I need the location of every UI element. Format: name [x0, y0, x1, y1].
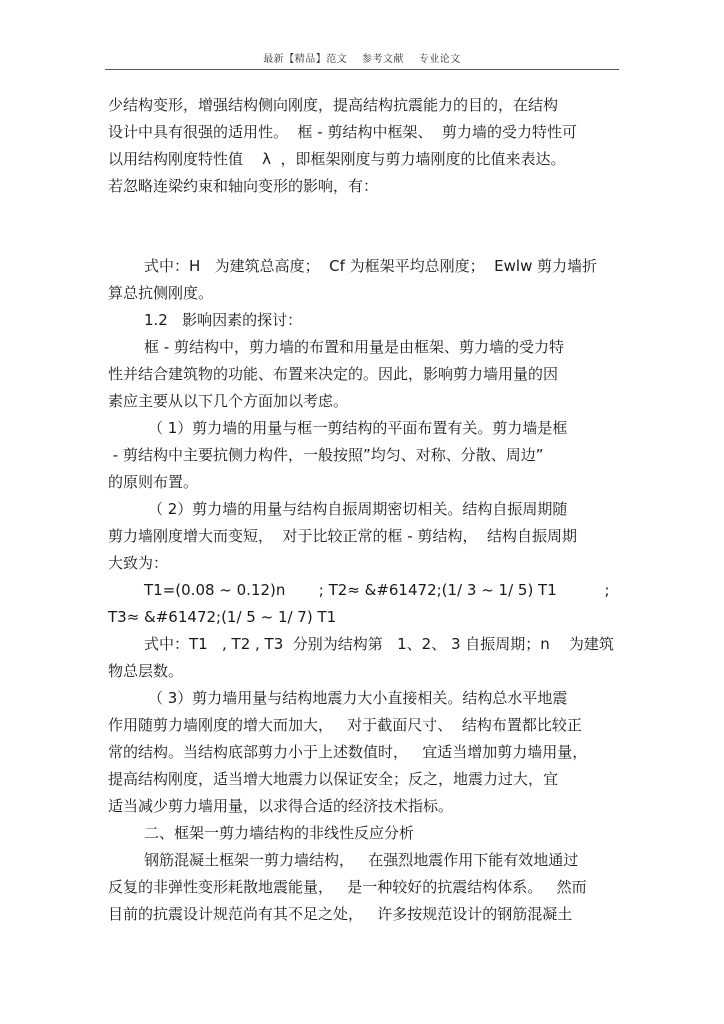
header-divider [105, 69, 619, 70]
body-line: 算总抗侧刚度。 [108, 284, 214, 302]
body-line: 反复的非弹性变形耗散地震能量， 是一种较好的抗震结构体系。 然而 [108, 878, 587, 896]
body-line: 提高结构刚度，适当增大地震力以保证安全；反之，地震力过大，宜 [108, 770, 559, 788]
body-line: 作用随剪力墙刚度的增大而加大， 对于截面尺寸、 结构布置都比较正 [108, 716, 582, 734]
section-heading: 1.2 影响因素的探讨： [144, 311, 303, 329]
body-line: 钢筋混凝土框架一剪力墙结构， 在强烈地震作用下能有效地通过 [144, 851, 579, 869]
page-header: 最新【精品】范文 参考文献 专业论文 [263, 54, 461, 65]
body-line: 物总层数。 [108, 662, 184, 680]
body-line: 性并结合建筑物的功能、布置来决定的。因此，影响剪力墙用量的因 [108, 365, 559, 383]
body-line: 常的结构。当结构底部剪力小于上述数值时， 宜适当增加剪力墙用量， [108, 743, 588, 761]
body-line: 适当减少剪力墙用量，以求得合适的经济技术指标。 [108, 797, 454, 815]
body-line: （ 1）剪力墙的用量与框一剪结构的平面布置有关。剪力墙是框 [148, 419, 568, 437]
formula-line: T1=(0.08 ~ 0.12)n ; T2≈ &#61472;(1/ 3 ~ 1/ 5) T1 ; [144, 581, 610, 599]
body-line: 剪力墙刚度增大而变短， 对于比较正常的框 - 剪结构， 结构自振周期 [108, 527, 578, 545]
body-line: 少结构变形，增强结构侧向刚度，提高结构抗震能力的目的，在结构 [108, 96, 559, 114]
body-line: 素应主要从以下几个方面加以考虑。 [108, 392, 349, 410]
body-line: 式中：T1 , T2 , T3 分别为结构第 1、2、 3 自振周期；n 为建筑 [144, 635, 614, 653]
body-line: 式中：H 为建筑总高度； Cf 为框架平均总刚度； Ewlw 剪力墙折 [144, 257, 598, 275]
body-line: - 剪结构中主要抗侧力构件，一般按照”均匀、对称、分散、周边” [108, 446, 544, 464]
body-line: 的原则布置。 [108, 473, 199, 491]
formula-line: T3≈ &#61472;(1/ 5 ~ 1/ 7) T1 [108, 608, 337, 626]
body-line: 以用结构刚度特性值 λ ，即框架刚度与剪力墙刚度的比值来表达。 [108, 150, 566, 168]
body-line: （ 3）剪力墙用量与结构地震力大小直接相关。结构总水平地震 [148, 689, 568, 707]
body-line: 框 - 剪结构中，剪力墙的布置和用量是由框架、剪力墙的受力特 [144, 338, 564, 356]
body-line: 若忽略连梁约束和轴向变形的影响，有： [108, 177, 379, 195]
body-line: 目前的抗震设计规范尚有其不足之处， 许多按规范设计的钢筋混凝土 [108, 905, 573, 923]
body-line: 设计中具有很强的适用性。 框 - 剪结构中框架、 剪力墙的受力特性可 [108, 123, 578, 141]
body-line: 大致为： [108, 554, 169, 572]
body-line: （ 2）剪力墙的用量与结构自振周期密切相关。结构自振周期随 [148, 500, 568, 518]
section-heading: 二、框架一剪力墙结构的非线性反应分析 [144, 824, 415, 842]
